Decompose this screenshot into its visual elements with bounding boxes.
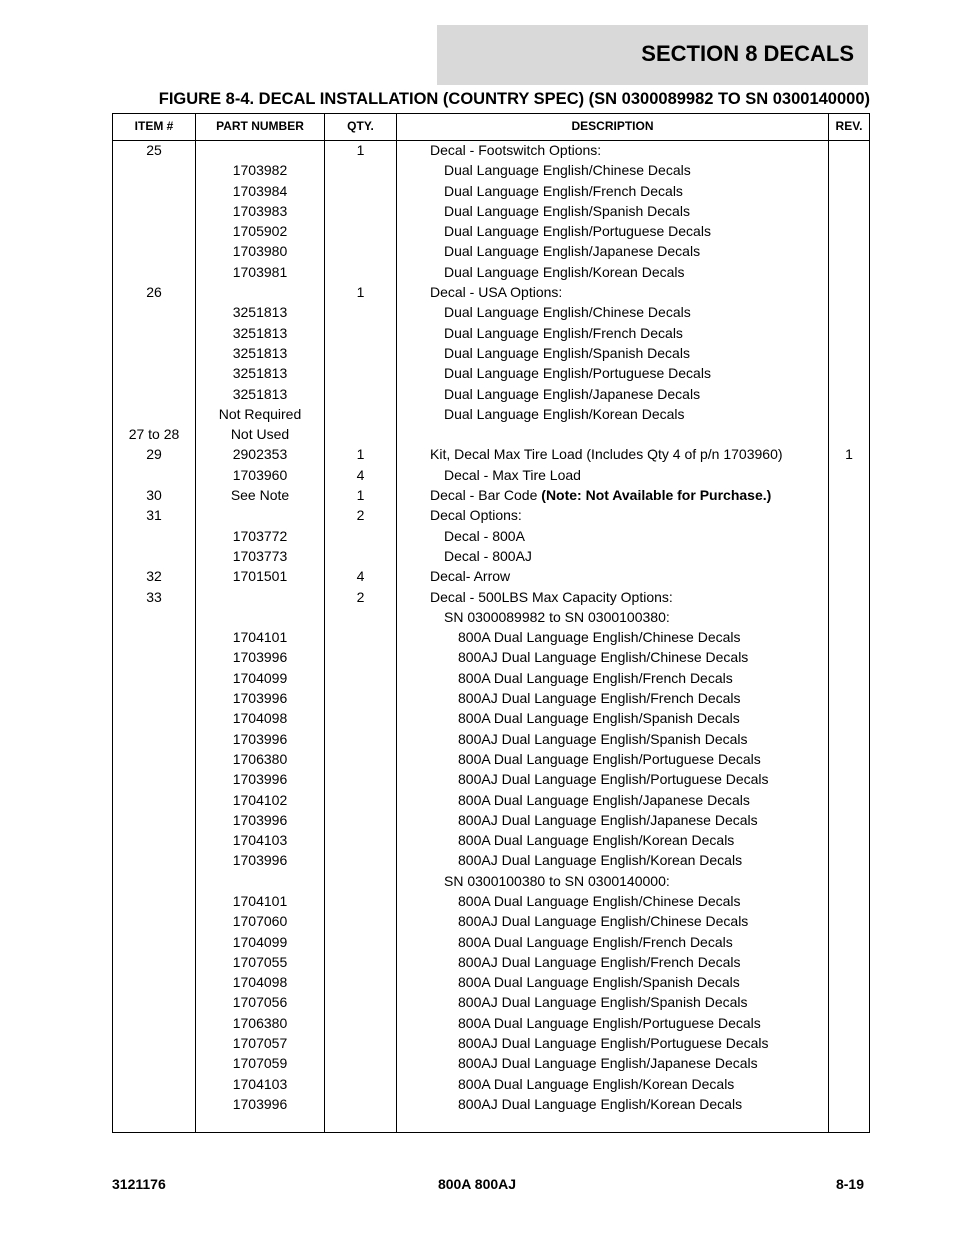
part-number-cell: 1704103 <box>232 1075 288 1092</box>
header-rev: REV. <box>835 119 863 133</box>
part-number-cell: 3251813 <box>232 385 288 402</box>
table-row <box>113 404 869 424</box>
table-row <box>113 444 869 464</box>
description-cell: 800AJ Dual Language English/Portuguese Decals <box>458 1035 769 1052</box>
table-row <box>113 262 869 282</box>
description-cell: Dual Language English/French Decals <box>444 182 683 199</box>
part-number-cell: 2902353 <box>232 446 288 463</box>
table-row <box>113 891 869 911</box>
description-cell: Decal - 800AJ <box>444 547 532 564</box>
description-cell: Dual Language English/Japanese Decals <box>444 243 701 260</box>
description-cell: Decal - 800A <box>444 527 525 544</box>
description-cell: 800A Dual Language English/Japanese Decals <box>458 791 750 808</box>
table-row <box>113 587 869 607</box>
part-number-cell: 1703996 <box>232 1095 288 1112</box>
description-cell: Dual Language English/Spanish Decals <box>444 202 690 219</box>
table-row <box>113 465 869 485</box>
description-cell: 800A Dual Language English/Chinese Decals <box>458 629 741 646</box>
description-cell: SN 0300089982 to SN 0300100380: <box>444 608 670 625</box>
part-number-cell: 1704099 <box>232 933 288 950</box>
table-row <box>113 343 869 363</box>
description-cell: 800AJ Dual Language English/French Decals <box>458 690 741 707</box>
description-cell: Dual Language English/Portuguese Decals <box>444 365 711 382</box>
qty-cell: 1 <box>356 284 365 301</box>
description-cell: 800A Dual Language English/Portuguese Decals <box>458 750 761 767</box>
part-number-cell: 1703996 <box>232 771 288 788</box>
table-row <box>113 911 869 931</box>
table-row <box>113 749 869 769</box>
header-item: ITEM # <box>134 119 174 133</box>
part-number-cell: 1707057 <box>232 1035 288 1052</box>
table-row <box>113 627 869 647</box>
table-row <box>113 282 869 302</box>
header-part-number: PART NUMBER <box>216 119 304 133</box>
item-cell: 26 <box>146 284 162 301</box>
description-cell: Decal- Arrow <box>430 568 511 585</box>
part-number-cell: 1703982 <box>232 162 288 179</box>
item-cell: 32 <box>146 568 162 585</box>
table-row <box>113 952 869 972</box>
description-cell: 800AJ Dual Language English/Korean Decals <box>458 852 743 869</box>
part-number-cell: 1703996 <box>232 690 288 707</box>
item-cell: 29 <box>146 446 162 463</box>
part-number-cell: 1705902 <box>232 223 288 240</box>
table-row <box>113 668 869 688</box>
table-row <box>113 708 869 728</box>
part-number-cell: See Note <box>230 487 290 504</box>
part-number-cell: 1703996 <box>232 852 288 869</box>
part-number-cell: 1703996 <box>232 811 288 828</box>
table-row <box>113 505 869 525</box>
part-number-cell: 3251813 <box>232 344 288 361</box>
table-body <box>113 140 869 1114</box>
part-number-cell: 3251813 <box>232 365 288 382</box>
part-number-cell: 1703996 <box>232 649 288 666</box>
table-row <box>113 384 869 404</box>
description-text: Decal - Bar Code <box>430 487 542 504</box>
table-row <box>113 221 869 241</box>
page-number: 8-19 <box>835 1176 864 1192</box>
qty-cell: 4 <box>356 568 365 585</box>
part-number-cell: 1707056 <box>232 994 288 1011</box>
description-cell: 800AJ Dual Language English/Japanese Decals <box>458 811 758 828</box>
table-row <box>113 302 869 322</box>
description-cell: 800AJ Dual Language English/Spanish Decals <box>458 730 748 747</box>
description-cell: Decal - USA Options: <box>430 284 563 301</box>
table-row <box>113 566 869 586</box>
part-number-cell: 1703996 <box>232 730 288 747</box>
table-row <box>113 647 869 667</box>
item-cell: 25 <box>146 142 162 158</box>
part-number-cell: 1704101 <box>232 892 288 909</box>
part-number-cell: 1706380 <box>232 750 288 767</box>
description-cell: 800A Dual Language English/Spanish Decals <box>458 710 740 727</box>
description-cell: Dual Language English/Korean Decals <box>444 263 685 280</box>
table-row <box>113 810 869 830</box>
table-row <box>113 729 869 749</box>
qty-cell: 4 <box>356 466 365 483</box>
part-number-cell: 1707055 <box>232 953 288 970</box>
description-cell: Dual Language English/French Decals <box>444 324 683 341</box>
table-row <box>113 830 869 850</box>
part-number-cell: 1703960 <box>232 466 288 483</box>
table-row <box>113 363 869 383</box>
part-number-cell: 3251813 <box>232 324 288 341</box>
description-cell: Decal Options: <box>430 507 522 524</box>
header-qty: QTY. <box>347 119 374 133</box>
section-title: SECTION 8 DECALS <box>641 41 854 66</box>
qty-cell: 1 <box>356 487 365 504</box>
description-cell: 800AJ Dual Language English/Japanese Decals <box>458 1055 758 1072</box>
model-name: 800A 800AJ <box>437 1176 517 1192</box>
item-cell: 31 <box>146 507 162 524</box>
table-row <box>113 1074 869 1094</box>
description-cell: 800A Dual Language English/French Decals <box>458 933 733 950</box>
description-cell: 800A Dual Language English/Korean Decals <box>458 1075 735 1092</box>
qty-cell: 1 <box>356 142 365 158</box>
part-number-cell: 1703980 <box>232 243 288 260</box>
table-row <box>113 546 869 566</box>
part-number-cell: 1703984 <box>232 182 288 199</box>
item-cell: 30 <box>146 487 162 504</box>
table-row <box>113 790 869 810</box>
part-number-cell: 1706380 <box>232 1014 288 1031</box>
table-row <box>113 932 869 952</box>
description-cell: SN 0300100380 to SN 0300140000: <box>444 872 670 889</box>
description-cell: 800AJ Dual Language English/Chinese Decals <box>458 913 749 930</box>
table-row <box>113 1013 869 1033</box>
description-cell: Decal - 500LBS Max Capacity Options: <box>430 588 673 605</box>
part-number-cell: 1704098 <box>232 710 288 727</box>
figure-title: FIGURE 8-4. DECAL INSTALLATION (COUNTRY SPEC) (SN 0300089982 TO SN 0300140000) <box>158 90 870 108</box>
doc-number: 3121176 <box>112 1176 166 1192</box>
description-cell: 800A Dual Language English/French Decals <box>458 669 733 686</box>
table-row <box>113 972 869 992</box>
table-row <box>113 160 869 180</box>
part-number-cell: Not Required <box>218 405 302 422</box>
table-row <box>113 424 869 444</box>
table-row <box>113 850 869 870</box>
table-row <box>113 1033 869 1053</box>
part-number-cell: 1703773 <box>232 547 288 564</box>
description-cell: Dual Language English/Spanish Decals <box>444 344 690 361</box>
description-cell: 800AJ Dual Language English/French Decals <box>458 953 741 970</box>
part-number-cell: 1703981 <box>232 263 288 280</box>
part-number-cell: Not Used <box>230 426 290 443</box>
table-row <box>113 871 869 891</box>
description-cell: Dual Language English/Korean Decals <box>444 405 685 422</box>
section-header-box <box>437 25 868 85</box>
description-cell: Dual Language English/Japanese Decals <box>444 385 701 402</box>
qty-cell: 2 <box>356 588 365 605</box>
part-number-cell: 1707060 <box>232 913 288 930</box>
table-row <box>113 1094 869 1114</box>
description-note: (Note: Not Available for Purchase.) <box>541 487 772 504</box>
description-cell: Dual Language English/Chinese Decals <box>444 162 691 179</box>
table-row <box>113 241 869 261</box>
description-cell: 800AJ Dual Language English/Korean Decals <box>458 1095 743 1112</box>
part-number-cell: 1704102 <box>232 791 288 808</box>
table-row <box>113 526 869 546</box>
table-row <box>113 485 869 505</box>
description-cell: 800A Dual Language English/Spanish Decals <box>458 974 740 991</box>
part-number-cell: 1707059 <box>232 1055 288 1072</box>
description-cell: Decal - Footswitch Options: <box>430 142 602 158</box>
table-row <box>113 323 869 343</box>
description-cell: 800AJ Dual Language English/Chinese Decals <box>458 649 749 666</box>
table-row <box>113 688 869 708</box>
part-number-cell: 1704103 <box>232 832 288 849</box>
description-cell: 800AJ Dual Language English/Spanish Decals <box>458 994 748 1011</box>
description-cell: Kit, Decal Max Tire Load (Includes Qty 4 of p/n 1703960) <box>430 446 783 463</box>
table-row <box>113 769 869 789</box>
description-cell: 800AJ Dual Language English/Portuguese Decals <box>458 771 769 788</box>
table-row <box>113 181 869 201</box>
part-number-cell: 1703772 <box>232 527 288 544</box>
part-number-cell: 1704098 <box>232 974 288 991</box>
description-cell: Dual Language English/Chinese Decals <box>444 304 691 321</box>
part-number-cell: 1704099 <box>232 669 288 686</box>
rev-cell: 1 <box>845 446 853 463</box>
parts-table <box>112 113 870 1133</box>
table-row <box>113 992 869 1012</box>
item-cell: 33 <box>146 588 162 605</box>
part-number-cell: 1703983 <box>232 202 288 219</box>
table-row <box>113 1053 869 1073</box>
description-cell: 800A Dual Language English/Korean Decals <box>458 832 735 849</box>
table-row <box>113 607 869 627</box>
description-cell: Dual Language English/Portuguese Decals <box>444 223 711 240</box>
description-cell: Decal - Max Tire Load <box>444 466 581 483</box>
table-row <box>113 140 869 160</box>
part-number-cell: 1704101 <box>232 629 288 646</box>
description-cell <box>430 485 771 505</box>
qty-cell: 1 <box>356 446 365 463</box>
description-cell: 800A Dual Language English/Chinese Decals <box>458 892 741 909</box>
part-number-cell: 1701501 <box>232 568 288 585</box>
table-row <box>113 201 869 221</box>
qty-cell: 2 <box>356 507 365 524</box>
part-number-cell: 3251813 <box>232 304 288 321</box>
header-description: DESCRIPTION <box>571 119 654 133</box>
description-cell: 800A Dual Language English/Portuguese Decals <box>458 1014 761 1031</box>
item-cell: 27 to 28 <box>128 426 180 443</box>
